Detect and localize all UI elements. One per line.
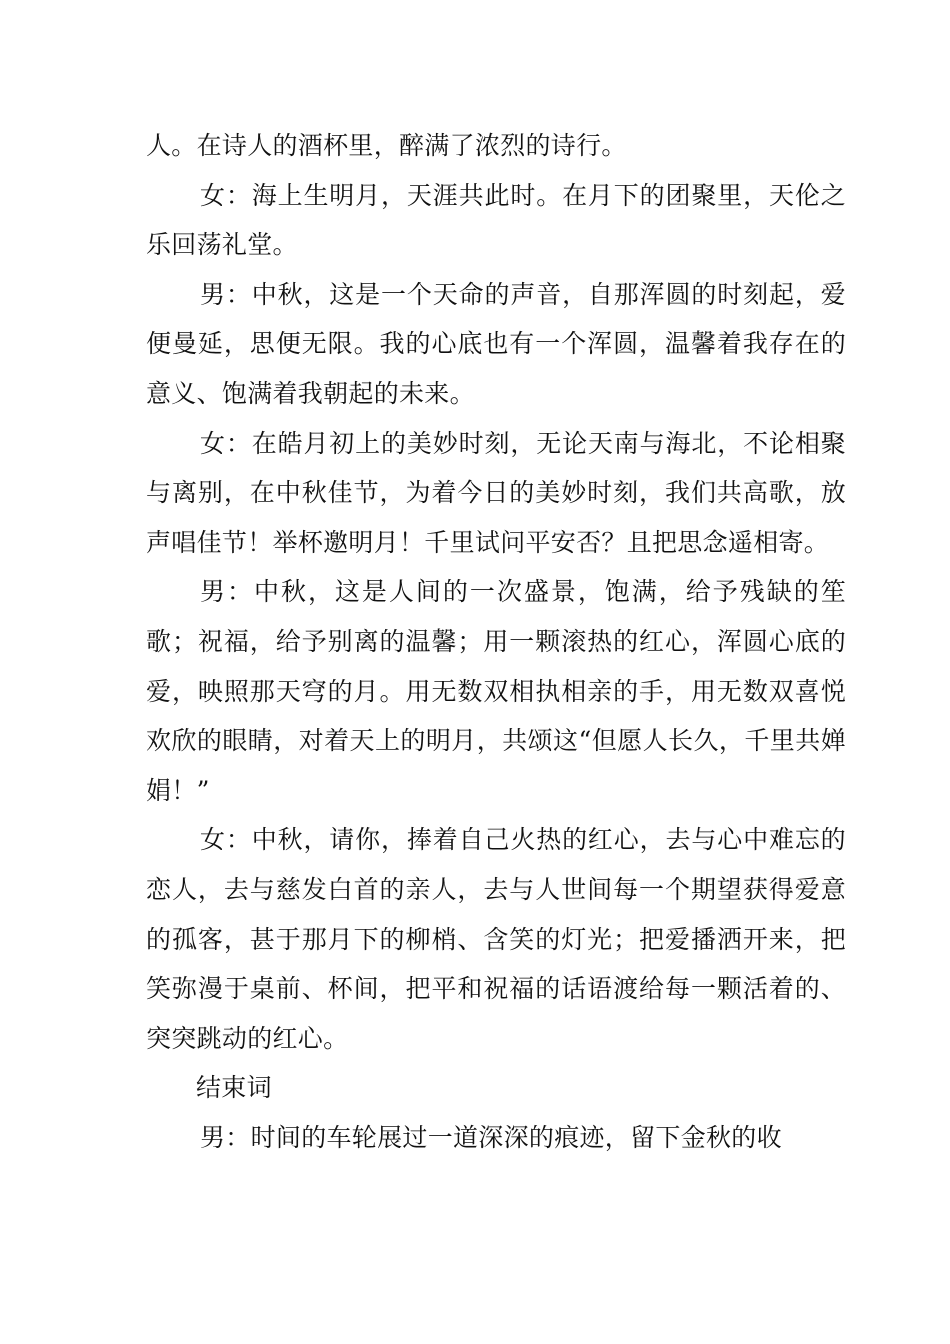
- paragraph-male-1: 男：中秋，这是一个天命的声音，自那浑圆的时刻起，爱便曼延，思便无限。我的心底也有一个浑圆，温馨着我存在的意义、饱满着我朝起的未来。: [146, 279, 846, 408]
- paragraph-continuation: 人。在诗人的酒杯里，醉满了浓烈的诗行。: [146, 131, 627, 160]
- paragraph-closing: 男：时间的车轮展过一道深深的痕迹，留下金秋的收: [200, 1122, 782, 1152]
- paragraph-female-1: 女：海上生明月，天涯共此时。在月下的团聚里，天伦之乐回荡礼堂。: [146, 180, 846, 260]
- paragraph-female-3: 女：中秋，请你，捧着自己火热的红心，去与心中难忘的恋人，去与慈发白首的亲人，去与人世间每一个期望获得爱意的孤客，甚于那月下的柳梢、含笑的灯光；把爱播洒开来，把笑弥漫于桌前、杯间，把平和祝福的话语渡给每一颗活着的、突突跳动的红心。: [146, 825, 846, 1053]
- paragraph-male-2: 男：中秋，这是人间的一次盛景，饱满，给予残缺的笙歌；祝福，给予别离的温馨；用一颗滚热的红心，浑圆心底的爱，映照那天穹的月。用无数双相执相亲的手，用无数双喜悦欢欣的眼睛，对着天上的明月，共颂这“但愿人长久，千里共婵娟！”: [146, 577, 846, 805]
- section-heading: 结束词: [196, 1073, 272, 1103]
- document-body: [146, 121, 846, 1162]
- paragraph-female-2: 女：在皓月初上的美妙时刻，无论天南与海北，不论相聚与离别，在中秋佳节，为着今日的美妙时刻，我们共高歌，放声唱佳节！举杯邀明月！千里试问平安否？且把思念遥相寄。: [146, 428, 846, 557]
